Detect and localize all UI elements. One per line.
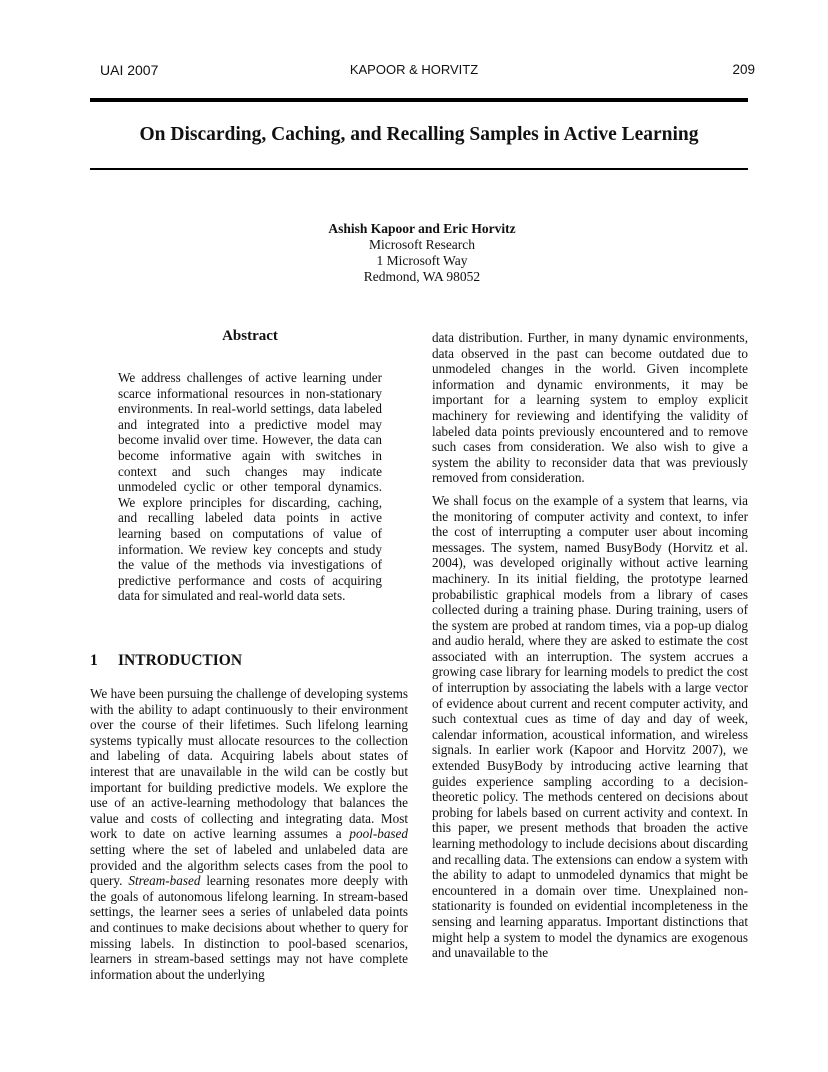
intro-p1-emphasis-pool: pool-based — [349, 826, 408, 842]
intro-p1-part-a: We have been pursuing the challenge of developing systems with the ability to adapt continuously to their environment over the course of their lifetimes. Such lifelong learning systems typically must allocate resources to the collection and labeling of data. Acquiring labels about states of interest that are unavailable in the wild can be costly but important for building predictive models. We explore the use of an active-learning methodology that balances the value and costs of collecting and integrating data. Most work to date on active learning assumes a — [90, 686, 408, 842]
intro-p1-emphasis-stream: Stream-based — [128, 873, 201, 889]
author-names: Ashish Kapoor and Eric Horvitz — [328, 221, 516, 236]
abstract-heading: Abstract — [222, 328, 278, 344]
page-number: 209 — [732, 62, 755, 77]
intro-paragraph-1-continued: data distribution. Further, in many dynamic environments, data observed in the past can become outdated due to unmodeled changes in the world. Given incomplete information and dynamic environments, it may be important for a learning system to employ explicit machinery for reviewing and identifying the validity of labeled data points previously encountered and to remove such cases from consideration. We also wish to give a system the ability to reconsider data that was previously removed from consideration. — [432, 330, 748, 486]
intro-p1-part-c: learning resonates more deeply with the goals of autonomous lifelong learning. In stream-based settings, the learner sees a series of unlabeled data points and continues to make decisions about whether to query for missing labels. In distinction to pool-based scenarios, learners in stream-based settings may not have complete information about the underlying — [90, 873, 408, 982]
section-number: 1 — [90, 652, 98, 669]
author-affiliation: Microsoft Research — [368, 237, 476, 252]
author-address-line1: 1 Microsoft Way — [376, 253, 468, 268]
intro-paragraph-1 — [90, 686, 408, 982]
author-block — [0, 221, 828, 285]
title-bottom-rule — [90, 168, 748, 170]
intro-paragraph-2: We shall focus on the example of a system that learns, via the monitoring of computer activity and context, to infer the cost of interrupting a computer user about incoming messages. The system, named BusyBody (Horvitz et al. 2004), was developed originally without active learning machinery. In its initial fielding, the prototype learned probabilistic graphical models from a library of cases collected during a training phase. During training, users of the system are probed at random times, via a pop-up dialog and audio herald, where they are asked to estimate the cost associated with an interruption. The system accrues a growing case library for learning models to predict the cost of interruption by associating the labels with a large vector of evidence about current and recent computer activity, and such contextual cues as time of day and day of week, calendar information, acoustical information, and wireless signals. In earlier work (Kapoor and Horvitz 2007), we extended BusyBody by introducing active learning that guides experience sampling according to a decision-theoretic policy. The methods centered on decisions about probing for labels based on current activity and context. In this paper, we present methods that broaden the active learning methodology to include decisions about discarding and recalling data. The extensions can endow a system with the ability to adapt to unmodeled dynamics that might be encountered in a domain over time. Unexplained non-stationarity is founded on evidential incompleteness in the sensing and learning apparatus. Important distinctions that might help a system to model the dynamics are exogenous and unavailable to the — [432, 492, 748, 961]
right-column-body — [432, 330, 748, 961]
left-column-body — [90, 686, 408, 982]
running-header-venue: UAI 2007 — [100, 62, 159, 78]
title-top-rule — [90, 98, 748, 102]
running-header-authors: KAPOOR & HORVITZ — [349, 62, 479, 77]
abstract-text — [118, 370, 382, 604]
paper-title: On Discarding, Caching, and Recalling Samples in Active Learning — [139, 124, 699, 145]
abstract-paragraph: We address challenges of active learning under scarce informational resources in non-stationary environments. In real-world settings, data labeled and integrated into a predictive model may become invalid over time. However, the data can become informative again with switches in context and such changes may indicate unmodeled cyclic or other temporal dynamics. We explore principles for discarding, caching, and recalling labeled data points in active learning based on computations of value of information. We review key concepts and study the value of the methods via investigations of predictive performance and costs of acquiring data for simulated and real-world data sets. — [118, 370, 382, 604]
section-heading — [90, 652, 242, 670]
author-address-line2: Redmond, WA 98052 — [363, 269, 481, 284]
section-title: INTRODUCTION — [118, 652, 243, 669]
intro-p1-part-b: setting where the set of labeled and unlabeled data are provided and the algorithm selects cases from the pool to query. — [90, 841, 408, 889]
